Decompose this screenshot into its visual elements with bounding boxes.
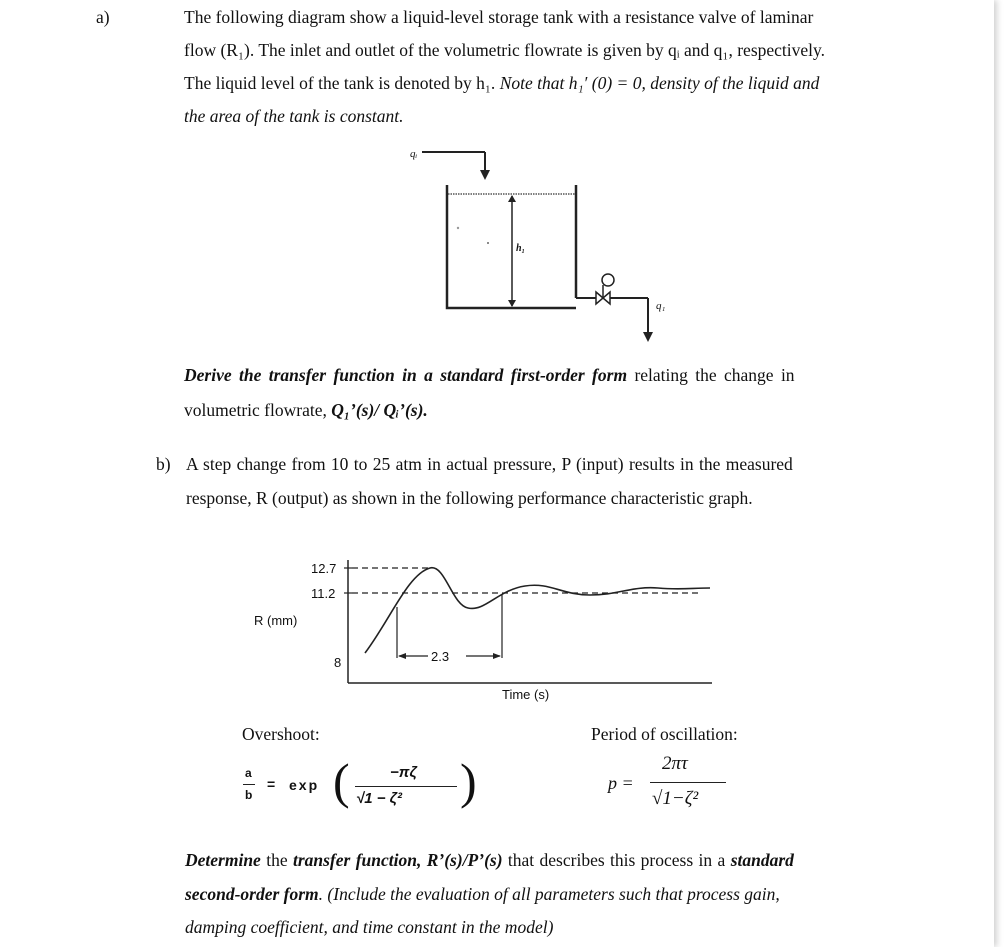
exp-denominator: √1 − ζ² bbox=[356, 790, 403, 807]
interval-arrow-right bbox=[493, 653, 501, 659]
derive-line-2 bbox=[184, 402, 428, 420]
part-a-line-1: The following diagram show a liquid-level storage tank with a resistance valve of laminar bbox=[184, 7, 814, 27]
exp-bar bbox=[355, 786, 457, 787]
interval-label: 2.3 bbox=[431, 649, 450, 664]
part-a-note: Note that h₁′ (0) = 0, density of the liquid and bbox=[499, 73, 820, 93]
derive-line-1 bbox=[184, 367, 795, 385]
part-a-label: a) bbox=[96, 7, 110, 27]
paren-right: ) bbox=[460, 753, 477, 809]
period-denominator: √1−ζ² bbox=[652, 788, 699, 809]
determine-line-3: damping coefficient, and time constant in the model) bbox=[185, 917, 554, 937]
derive-ratio: Q₁’(s)/ Qᵢ’(s). bbox=[331, 400, 428, 420]
part-a-line-4: the area of the tank is constant. bbox=[184, 106, 404, 126]
derive-rest: relating the change in bbox=[627, 365, 795, 385]
y-tick-label-8: 8 bbox=[334, 655, 342, 670]
y-axis-label: R (mm) bbox=[254, 613, 298, 628]
tank-diagram bbox=[400, 140, 690, 360]
determine-the: the bbox=[260, 850, 293, 870]
level-label: h₁ bbox=[516, 243, 526, 254]
period-numerator: 2πτ bbox=[662, 753, 688, 774]
x-axis-label: Time (s) bbox=[502, 687, 550, 702]
overshoot-label: Overshoot: bbox=[242, 724, 320, 744]
determine-tf: transfer function, R’(s)/P’(s) bbox=[292, 850, 503, 870]
y-tick-label-11-2: 11.2 bbox=[311, 586, 336, 601]
outlet-label: q₁ bbox=[656, 300, 666, 312]
ratio-b: b bbox=[245, 788, 253, 802]
part-a-line-3 bbox=[184, 75, 819, 93]
determine-include: . (Include the evaluation of all parameters such that process gain, bbox=[318, 884, 780, 904]
determine-line-1 bbox=[185, 852, 794, 870]
period-bar bbox=[650, 782, 726, 783]
paren-left: ( bbox=[333, 753, 350, 809]
interval-arrow-left bbox=[398, 653, 406, 659]
determine-standard: standard bbox=[730, 850, 794, 870]
part-a-line-2: flow (R₁). The inlet and outlet of the volumetric flowrate is given by qᵢ and q₁, respectively. bbox=[184, 40, 826, 60]
exp-numerator: −πζ bbox=[390, 764, 417, 781]
period-lhs: p = bbox=[608, 773, 634, 793]
determine-line-2 bbox=[185, 886, 780, 904]
part-b-line-1: A step change from 10 to 25 atm in actual pressure, P (input) results in the measured bbox=[186, 454, 793, 474]
part-b-label: b) bbox=[156, 454, 171, 474]
period-label: Period of oscillation: bbox=[591, 724, 738, 744]
equals-sign: = bbox=[267, 776, 276, 792]
determine-second-order: second-order form bbox=[185, 884, 319, 904]
ratio-bar bbox=[243, 784, 255, 785]
exp-fn: exp bbox=[289, 777, 320, 793]
response-curve bbox=[365, 568, 710, 653]
ratio-a: a bbox=[245, 766, 252, 780]
inlet-label: qᵢ bbox=[410, 148, 418, 160]
derive-bold: Derive the transfer function in a standard first-order form bbox=[184, 365, 628, 385]
derive-line-2-text: volumetric flowrate, bbox=[184, 400, 332, 420]
y-tick-label-12-7: 12.7 bbox=[311, 561, 337, 576]
determine-mid: that describes this process in a bbox=[502, 850, 731, 870]
part-a-line-3-text: The liquid level of the tank is denoted by h₁. bbox=[184, 73, 496, 93]
determine-word: Determine bbox=[185, 850, 261, 870]
part-b-line-2: response, R (output) as shown in the following performance characteristic graph. bbox=[186, 488, 753, 508]
